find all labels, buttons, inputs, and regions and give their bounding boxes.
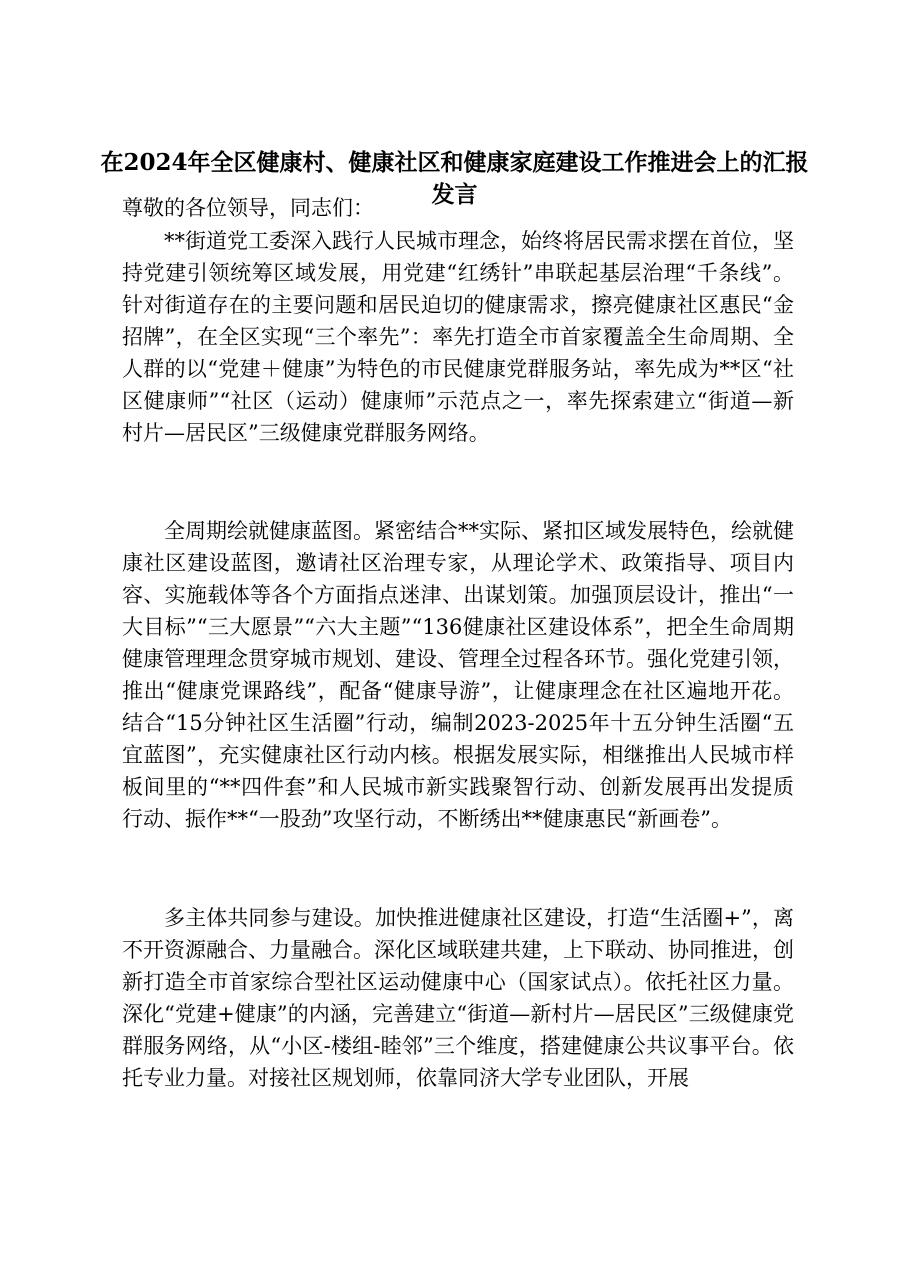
body-paragraph: 全周期绘就健康蓝图。紧密结合**实际、紧扣区域发展特色，绘就健康社区建设蓝图，邀请社区治理专家，从理论学术、政策指导、项目内容、实施载体等各个方面指点迷津、出谋划策。加强顶层设计，推出“一大目标”“三大愿景”“六大主题”“136健康社区建设体系”，把全生命周期健康管理理念贯穿城市规划、建设、管理全过程各环节。强化党建引领，推出“健康党课路线”，配备“健康导游”，让健康理念在社区遍地开花。结合“15分钟社区生活圈”行动，编制2023-2025年十五分钟生活圈“五宜蓝图”，充实健康社区行动内核。根据发展实际，相继推出人民城市样板间里的“**四件套”和人民城市新实践聚智行动、创新发展再出发提质行动、振作**“一股劲”攻坚行动，不断绣出**健康惠民“新画卷”。 — [122, 519, 794, 831]
body-paragraph: **街道党工委深入践行人民城市理念，始终将居民需求摆在首位，坚持党建引领统筹区域发展，用党建“红绣针”串联起基层治理“千条线”。针对街道存在的主要问题和居民迫切的健康需求，擦亮健康社区惠民“金招牌”，在全区实现“三个率先”：率先打造全市首家覆盖全生命周期、全人群的以“党建＋健康”为特色的市民健康党群服务站，率先成为**区“社区健康师”“社区（运动）健康师”示范点之一，率先探索建立“街道—新村片—居民区”三级健康党群服务网络。 — [122, 229, 794, 445]
body-paragraph: 多主体共同参与建设。加快推进健康社区建设，打造“生活圈+”，离不开资源融合、力量融合。深化区域联建共建，上下联动、协同推进，创新打造全市首家综合型社区运动健康中心（国家试点）。依托社区力量。深化“党建+健康”的内涵，完善建立“街道—新村片—居民区”三级健康党群服务网络，从“小区-楼组-睦邻”三个维度，搭建健康公共议事平台。依托专业力量。对接社区规划师，依靠同济大学专业团队，开展 — [122, 906, 794, 1090]
greeting-line: 尊敬的各位领导，同志们： — [122, 196, 374, 220]
document-title: 在2024年全区健康村、健康社区和健康家庭建设工作推进会上的汇报发言 — [100, 149, 809, 208]
